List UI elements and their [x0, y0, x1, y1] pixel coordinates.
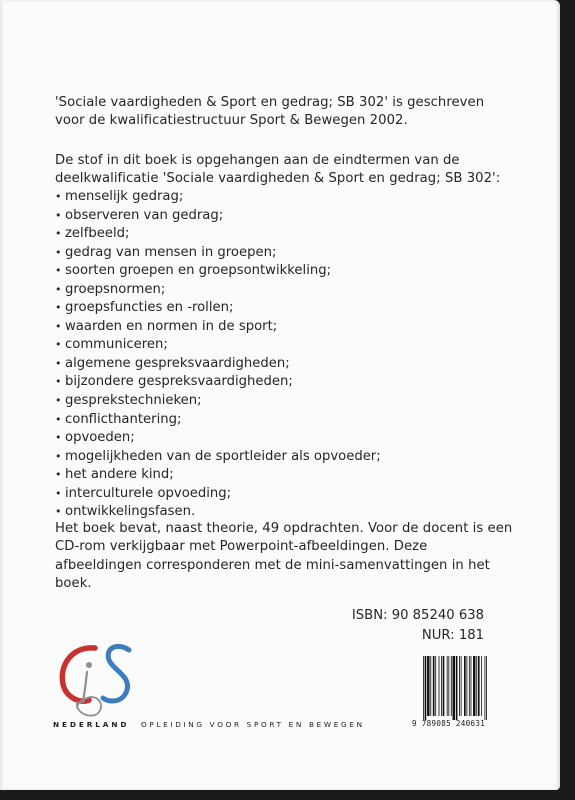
topic-label: conflicthantering;: [65, 411, 182, 427]
topic-item: [55, 411, 515, 430]
topic-label: gesprekstechnieken;: [65, 393, 202, 409]
bullet-icon: •: [55, 375, 62, 389]
bullet-icon: •: [55, 394, 62, 408]
bullet-icon: •: [55, 486, 62, 500]
brand-tagline: OPLEIDING VOOR SPORT EN BEWEGEN: [141, 720, 365, 729]
topic-item: [55, 188, 515, 207]
topic-item: [55, 336, 515, 355]
topic-label: mogelijkheden van de sportleider als opvoeder;: [65, 448, 381, 464]
bullet-icon: •: [55, 319, 62, 333]
bullet-icon: •: [55, 412, 62, 426]
barcode-bar: [481, 656, 482, 716]
topic-item: [55, 429, 515, 448]
barcode-bar: [486, 656, 487, 720]
intro-paragraph: 'Sociale vaardigheden & Sport en gedrag; SB 302' is geschreven voor de kwalificatiestructuur Sport & Bewegen 2002.: [55, 95, 485, 129]
book-identifiers: [352, 606, 484, 645]
barcode-bar: [443, 656, 445, 716]
topic-label: ontwikkelingsfasen.: [65, 504, 196, 520]
barcode-bar: [430, 656, 431, 716]
topic-item: [55, 485, 515, 504]
topic-item: [55, 392, 515, 411]
topic-list: [55, 188, 515, 522]
barcode-bar: [471, 656, 472, 716]
topic-label: observeren van gedrag;: [65, 207, 224, 223]
barcode-bar: [461, 656, 462, 716]
topic-item: [55, 355, 515, 374]
barcode-bar: [447, 656, 448, 716]
barcode-bar: [427, 656, 429, 716]
barcode-digits: 9 789085 240631: [412, 719, 486, 728]
brand-name: NEDERLAND: [53, 720, 130, 729]
bullet-icon: •: [55, 338, 62, 352]
topic-label: gedrag van mensen in groepen;: [65, 244, 277, 260]
topic-item: [55, 281, 515, 300]
topic-label: menselijk gedrag;: [65, 189, 184, 204]
barcode-bar: [425, 656, 427, 720]
barcode-bar: [478, 656, 480, 716]
bullet-icon: •: [55, 245, 62, 259]
topic-item: [55, 225, 515, 244]
bullet-icon: •: [55, 431, 62, 445]
barcode-bar: [464, 656, 466, 716]
barcode-bar: [423, 656, 424, 720]
isbn-label: ISBN: 90 85240 638: [351, 608, 484, 623]
topic-label: zelfbeeld;: [65, 226, 130, 242]
isbn-barcode: [423, 656, 500, 720]
topic-label: opvoeden;: [65, 430, 135, 446]
barcode-bar: [435, 656, 436, 716]
topic-item: [55, 448, 515, 467]
spine-edge: [0, 0, 4, 790]
barcode-bar: [459, 656, 460, 716]
topic-label: groepsfuncties en -rollen;: [65, 300, 234, 316]
bullet-icon: •: [55, 208, 62, 222]
topic-item: [55, 244, 515, 263]
topic-label: bijzondere gespreksvaardigheden;: [65, 374, 293, 390]
bullet-icon: •: [55, 282, 62, 296]
nur-label: NUR: 181: [421, 627, 484, 643]
topic-label: groepsnormen;: [65, 281, 166, 297]
topic-label: algemene gespreksvaardigheden;: [65, 355, 290, 371]
barcode-bar: [451, 656, 452, 716]
topic-item: [55, 318, 515, 337]
topic-item: [55, 299, 515, 318]
barcode-bar: [485, 656, 486, 720]
topic-label: het andere kind;: [65, 467, 174, 483]
barcode-bar: [456, 656, 458, 720]
bullet-icon: •: [55, 264, 62, 278]
topic-item: [55, 262, 515, 281]
barcode-bar: [433, 656, 435, 716]
barcode-bar: [448, 656, 449, 716]
barcode-bar: [441, 656, 442, 716]
topic-label: interculturele opvoeding;: [65, 485, 232, 501]
bullet-icon: •: [55, 449, 62, 463]
bullet-icon: •: [55, 301, 62, 315]
barcode-bar: [469, 656, 470, 716]
bullet-icon: •: [55, 227, 62, 241]
barcode-bar: [439, 656, 440, 716]
description-paragraph: De stof in dit boek is opgehangen aan de eindtermen van de deelkwalificatie 'Sociale vaardigheden & Sport en gedrag; SB 302':: [55, 153, 501, 187]
topic-label: communiceren;: [65, 337, 168, 353]
bullet-icon: •: [55, 190, 62, 203]
bullet-icon: •: [55, 468, 62, 482]
bullet-icon: •: [55, 505, 62, 519]
topic-label: waarden en normen in de sport;: [65, 318, 278, 334]
barcode-bar: [476, 656, 477, 716]
barcode-bar: [453, 656, 455, 720]
topic-item: [55, 373, 515, 392]
closing-paragraph: Het boek bevat, naast theorie, 49 opdrachten. Voor de docent is een CD-rom verkijgbaar met Powerpoint-afbeeldingen. Deze afbeeldingen corresponderen met de mini-samenvattingen in het boek.: [55, 521, 513, 592]
cios-logo-icon: [53, 638, 133, 724]
topic-label: soorten groepen en groepsontwikkeling;: [65, 263, 332, 279]
topic-item: [55, 207, 515, 226]
bullet-icon: •: [55, 356, 62, 370]
barcode-bar: [473, 656, 475, 716]
topic-item: [55, 466, 515, 485]
barcode-bar: [466, 656, 467, 716]
